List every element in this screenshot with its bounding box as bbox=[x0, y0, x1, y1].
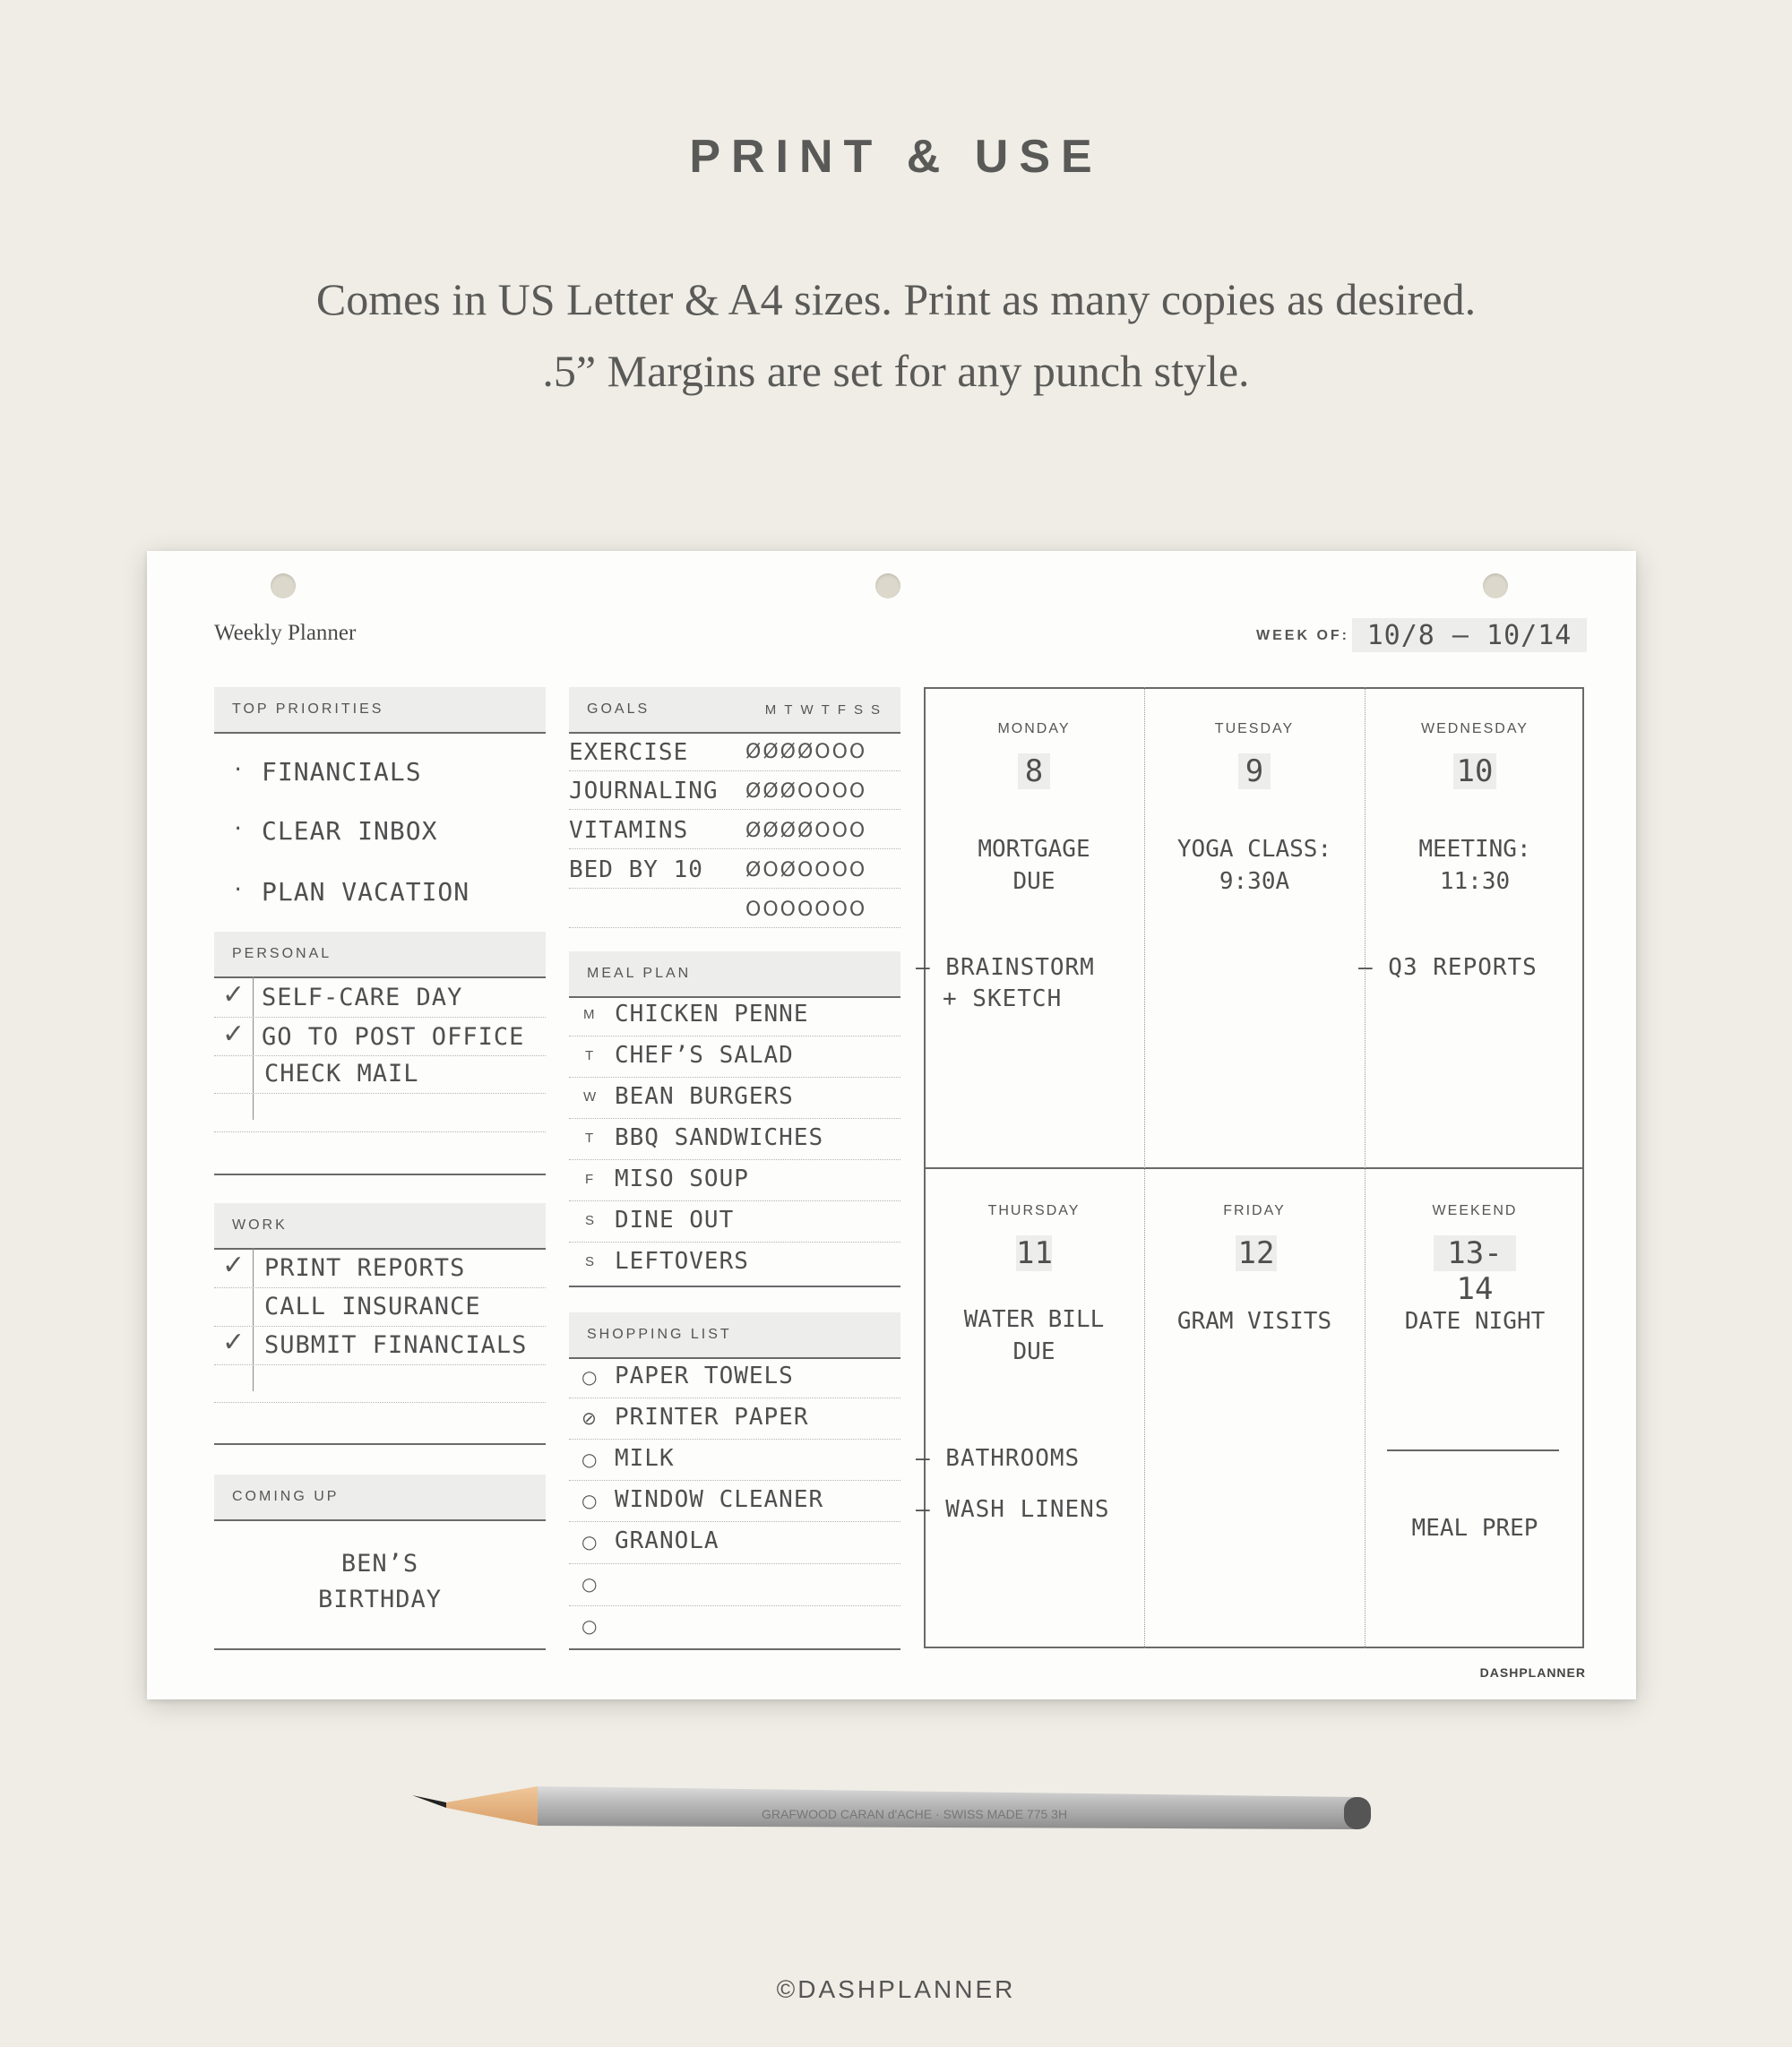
work-item[interactable]: PRINT REPORTS bbox=[264, 1254, 466, 1282]
meal-item[interactable]: CHEF’S SALAD bbox=[615, 1042, 794, 1069]
row-divider bbox=[569, 1159, 900, 1160]
description-line-2: .5” Margins are set for any punch style. bbox=[542, 346, 1250, 396]
row-divider bbox=[569, 770, 900, 771]
day-note-monday[interactable]: – BRAINSTORM bbox=[916, 954, 1095, 981]
day-note-thursday[interactable]: – BATHROOMS bbox=[916, 1445, 1081, 1472]
row-divider bbox=[569, 1439, 900, 1440]
day-number-thursday: 11 bbox=[1016, 1235, 1053, 1271]
goal-name[interactable]: VITAMINS bbox=[569, 817, 689, 844]
meal-plan-header bbox=[569, 951, 900, 998]
shopping-list-header bbox=[569, 1312, 900, 1359]
punch-hole bbox=[1483, 573, 1508, 598]
week-of-field[interactable] bbox=[1352, 618, 1587, 652]
coming-up-header bbox=[214, 1475, 546, 1521]
day-note-wednesday[interactable]: – Q3 REPORTS bbox=[1358, 954, 1538, 981]
personal-item[interactable]: CHECK MAIL bbox=[264, 1060, 419, 1088]
personal-item[interactable]: GO TO POST OFFICE bbox=[262, 1023, 525, 1051]
work-item[interactable]: SUBMIT FINANCIALS bbox=[264, 1331, 528, 1359]
day-label-tuesday: TUESDAY bbox=[1214, 721, 1295, 736]
row-divider bbox=[214, 1364, 546, 1365]
planner-title: Weekly Planner bbox=[214, 621, 357, 645]
row-divider bbox=[214, 1093, 546, 1094]
day-label-wednesday: WEDNESDAY bbox=[1421, 721, 1529, 736]
personal-label: PERSONAL bbox=[232, 946, 332, 961]
row-divider bbox=[214, 1131, 546, 1132]
row-divider bbox=[214, 1287, 546, 1288]
shopping-list-label: SHOPPING LIST bbox=[587, 1327, 732, 1342]
checkbox-column-divider bbox=[253, 976, 254, 1120]
meal-day: S bbox=[585, 1254, 595, 1269]
goals-label: GOALS bbox=[587, 701, 650, 717]
day-entry-weekend[interactable]: DATE NIGHT bbox=[1404, 1308, 1546, 1335]
section-bottom-line bbox=[214, 1648, 546, 1650]
priority-item[interactable]: FINANCIALS bbox=[262, 757, 422, 787]
row-divider bbox=[569, 1480, 900, 1481]
week-grid-middle-divider bbox=[924, 1167, 1584, 1169]
meal-item[interactable]: MISO SOUP bbox=[615, 1165, 749, 1192]
top-priorities-header bbox=[214, 687, 546, 734]
shopping-item[interactable]: GRANOLA bbox=[615, 1527, 719, 1554]
day-entry-monday[interactable]: MORTGAGE DUE bbox=[978, 836, 1090, 895]
empty-checkbox-icon[interactable]: ○ bbox=[582, 1573, 598, 1595]
day-entry-friday[interactable]: GRAM VISITS bbox=[1176, 1308, 1332, 1335]
work-header bbox=[214, 1203, 546, 1250]
meal-day: F bbox=[585, 1172, 594, 1187]
meal-day: M bbox=[583, 1007, 595, 1022]
day-label-thursday: THURSDAY bbox=[987, 1203, 1081, 1218]
meal-day: S bbox=[585, 1213, 595, 1228]
day-entry-tuesday[interactable]: YOGA CLASS: 9:30A bbox=[1176, 836, 1332, 895]
week-grid-column-divider bbox=[1365, 687, 1366, 1648]
goal-name[interactable]: BED BY 10 bbox=[569, 856, 703, 883]
row-divider bbox=[214, 1055, 546, 1056]
row-divider bbox=[569, 1605, 900, 1606]
day-number-monday: 8 bbox=[1018, 753, 1050, 789]
day-note-weekend[interactable]: MEAL PREP bbox=[1411, 1515, 1538, 1542]
work-label: WORK bbox=[232, 1217, 288, 1233]
bullet-icon: · bbox=[232, 818, 246, 840]
row-divider bbox=[569, 809, 900, 810]
day-number-weekend: 13-14 bbox=[1434, 1235, 1516, 1271]
row-divider bbox=[569, 1242, 900, 1243]
empty-checkbox-icon[interactable]: ○ bbox=[582, 1615, 598, 1637]
section-bottom-line bbox=[569, 1286, 900, 1287]
row-divider bbox=[569, 1200, 900, 1201]
shopping-item[interactable]: MILK bbox=[615, 1445, 675, 1472]
day-entry-thursday[interactable]: WATER BILL DUE bbox=[963, 1306, 1105, 1365]
day-note-thursday[interactable]: – WASH LINENS bbox=[916, 1496, 1110, 1523]
week-of-value: 10/8 – 10/14 bbox=[1366, 620, 1572, 651]
meal-item[interactable]: DINE OUT bbox=[615, 1207, 735, 1234]
coming-up-line-1[interactable]: BEN’S bbox=[340, 1550, 419, 1578]
row-divider bbox=[569, 1521, 900, 1522]
week-of-label: WEEK OF: bbox=[1256, 628, 1349, 643]
planner-brand: DASHPLANNER bbox=[1479, 1665, 1586, 1680]
bullet-icon: · bbox=[232, 759, 246, 781]
goal-tracker-circles[interactable]: ØOØOOOO bbox=[745, 859, 867, 882]
coming-up-label: COMING UP bbox=[232, 1489, 340, 1504]
meal-item[interactable]: BEAN BURGERS bbox=[615, 1083, 794, 1110]
day-number-tuesday: 9 bbox=[1238, 753, 1271, 789]
punch-hole bbox=[875, 573, 900, 598]
personal-item[interactable]: SELF-CARE DAY bbox=[262, 984, 463, 1011]
top-priorities-label: TOP PRIORITIES bbox=[232, 701, 384, 717]
shopping-item[interactable]: PAPER TOWELS bbox=[615, 1363, 794, 1389]
section-bottom-line bbox=[214, 1174, 546, 1175]
row-divider bbox=[214, 1326, 546, 1327]
description-line-1: Comes in US Letter & A4 sizes. Print as many copies as desired. bbox=[315, 274, 1477, 324]
page-headline: PRINT & USE bbox=[689, 131, 1103, 183]
check-mark-icon[interactable]: ✓ bbox=[222, 1250, 246, 1281]
row-divider bbox=[569, 1077, 900, 1078]
personal-header bbox=[214, 932, 546, 978]
bullet-icon: · bbox=[232, 879, 246, 901]
goal-name[interactable]: EXERCISE bbox=[569, 739, 689, 766]
checkbox-column-divider bbox=[253, 1248, 254, 1391]
priority-item[interactable]: CLEAR INBOX bbox=[262, 816, 438, 846]
empty-checkbox-icon[interactable]: ○ bbox=[582, 1490, 598, 1511]
day-number-wednesday: 10 bbox=[1453, 753, 1496, 789]
meal-item[interactable]: BBQ SANDWICHES bbox=[615, 1124, 824, 1151]
copyright-footer: ©DASHPLANNER bbox=[776, 1975, 1016, 2003]
day-label-friday: FRIDAY bbox=[1223, 1203, 1286, 1218]
goal-tracker-circles[interactable]: ØØØOOOO bbox=[745, 780, 867, 803]
meal-plan-label: MEAL PLAN bbox=[587, 966, 692, 981]
goal-tracker-circles[interactable]: ØØØØOOO bbox=[745, 820, 867, 842]
check-mark-icon[interactable]: ✓ bbox=[222, 1327, 246, 1358]
goals-weekday-initials: MTWTFSS bbox=[764, 702, 888, 718]
work-item[interactable]: CALL INSURANCE bbox=[264, 1293, 481, 1320]
section-bottom-line bbox=[569, 1648, 900, 1650]
check-mark-icon[interactable]: ✓ bbox=[222, 1019, 246, 1050]
meal-item[interactable]: LEFTOVERS bbox=[615, 1248, 749, 1275]
coming-up-line-2[interactable]: BIRTHDAY bbox=[317, 1586, 443, 1613]
empty-checkbox-icon[interactable]: ○ bbox=[582, 1449, 598, 1470]
day-label-weekend: WEEKEND bbox=[1432, 1203, 1518, 1218]
shopping-item[interactable]: WINDOW CLEANER bbox=[615, 1486, 824, 1513]
planner-sheet bbox=[147, 551, 1636, 1699]
week-grid-column-divider bbox=[1144, 687, 1145, 1648]
row-divider bbox=[569, 848, 900, 849]
row-divider bbox=[569, 927, 900, 928]
check-mark-icon[interactable]: ✓ bbox=[222, 979, 246, 1011]
meal-item[interactable]: CHICKEN PENNE bbox=[615, 1001, 809, 1028]
day-entry-wednesday[interactable]: MEETING: 11:30 bbox=[1418, 836, 1531, 895]
row-divider bbox=[569, 1563, 900, 1564]
empty-checkbox-icon[interactable]: ○ bbox=[582, 1531, 598, 1552]
meal-day: T bbox=[585, 1131, 594, 1146]
punch-hole bbox=[271, 573, 296, 598]
row-divider bbox=[214, 1017, 546, 1018]
section-bottom-line bbox=[214, 1443, 546, 1445]
checked-checkbox-icon[interactable]: ⊘ bbox=[582, 1407, 597, 1429]
row-divider bbox=[569, 888, 900, 889]
handwritten-divider-line bbox=[1387, 1449, 1559, 1451]
pencil-brand-text: GRAFWOOD CARAN d'ACHE · SWISS MADE 775 3H bbox=[762, 1807, 1068, 1821]
meal-day: W bbox=[583, 1089, 597, 1105]
goal-tracker-circles[interactable]: ØØØØOOO bbox=[745, 741, 867, 763]
goal-name[interactable]: JOURNALING bbox=[569, 778, 719, 804]
priority-item[interactable]: PLAN VACATION bbox=[262, 877, 470, 907]
day-number-friday: 12 bbox=[1236, 1235, 1277, 1271]
goals-header bbox=[569, 687, 900, 734]
empty-checkbox-icon[interactable]: ○ bbox=[582, 1366, 598, 1388]
shopping-item[interactable]: PRINTER PAPER bbox=[615, 1404, 809, 1431]
goal-tracker-circles[interactable]: OOOOOOO bbox=[745, 899, 867, 921]
day-label-monday: MONDAY bbox=[997, 721, 1071, 736]
day-note-monday[interactable]: + SKETCH bbox=[943, 985, 1063, 1012]
pencil-icon bbox=[412, 1783, 1380, 1854]
meal-day: T bbox=[585, 1048, 594, 1063]
row-divider bbox=[569, 1118, 900, 1119]
row-divider bbox=[214, 1402, 546, 1403]
